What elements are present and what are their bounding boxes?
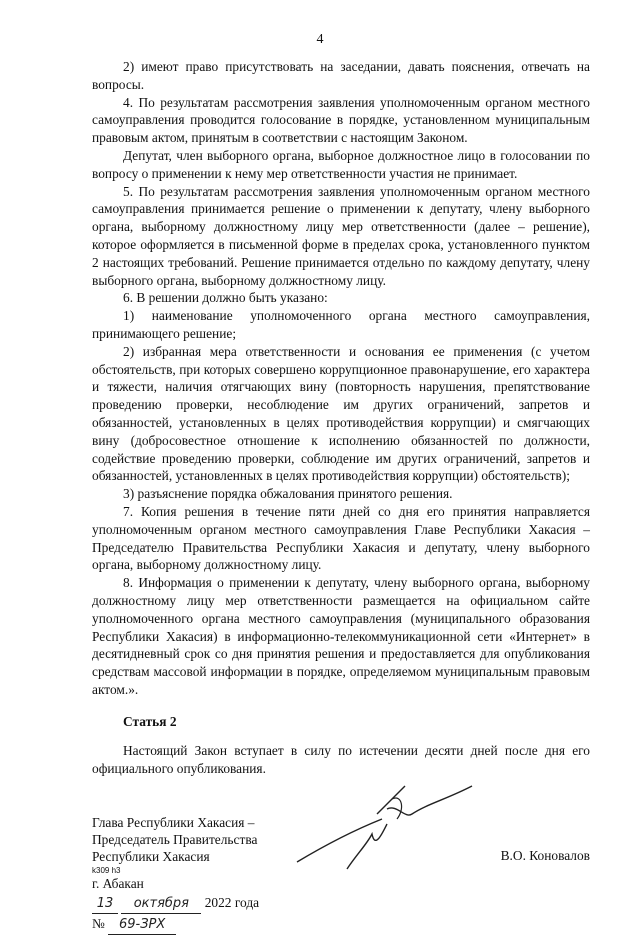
law-number: № 69-ЗРХ xyxy=(92,914,590,935)
city: г. Абакан xyxy=(92,876,144,892)
date-month: октября xyxy=(121,894,201,914)
handwritten-signature-icon xyxy=(287,774,477,874)
date-year: 2022 года xyxy=(204,895,260,911)
document-body xyxy=(92,58,590,935)
paragraph: 8. Информация о применении к депутату, члену выборного органа, выборному должностному лицу мер ответственности размещается на официальном сайте уполномоченного органа местного самоуправления (муниципального образования Республики Хакасия) в информационно-телекоммуникационной сети «Интернет» в десятидневный срок со дня принятия решения и предоставляется для опубликования средствам массовой информации в порядке, определяемом муниципальным правовым актом.». xyxy=(92,575,590,697)
paragraph: 5. По результатам рассмотрения заявления уполномоченным органом местного самоуправления принимается решение о применении к депутату, члену выборного органа, выборному должностному лицу мер ответственности (далее – решение), которое оформляется в письменной форме в пределах срока, установленного пунктом 2 настоящих требований. Решение принимается отдельно по каждому депутату, члену выборного органа, выборному должностному лицу. xyxy=(92,183,590,288)
date-day: 13 xyxy=(92,894,118,914)
paragraph: 7. Копия решения в течение пяти дней со дня его принятия направляется уполномоченным органом местного самоуправления Главе Республики Хакасия – Председателю Правительства Республики Хакасия и депутату, члену выборного органа, выборному должностному лицу. xyxy=(92,503,590,573)
article-text: Настоящий Закон вступает в силу по истечении десяти дней после дня его официального опубликования. xyxy=(92,743,590,777)
article-title: Статья 2 xyxy=(123,713,177,729)
date-line xyxy=(92,893,590,914)
place-date-block xyxy=(92,874,590,935)
signatory-name: В.О. Коновалов xyxy=(500,848,590,864)
signature-block xyxy=(92,814,590,864)
paragraph: Депутат, член выборного органа, выборное должностное лицо в голосовании по вопросу о применении к нему мер ответственности участия не принимает. xyxy=(92,147,590,181)
law-number-value: 69-ЗРХ xyxy=(108,915,176,935)
footer-code: k309 h3 xyxy=(92,866,121,875)
signatory-position: Глава Республики Хакасия – Председатель Правительства Республики Хакасия xyxy=(92,815,258,865)
paragraph: 2) избранная мера ответственности и основания ее применения (с учетом обстоятельств, при которых совершено коррупционное правонарушение, его характера и тяжести, наличия отягчающих вину (повторность нарушения, препятствование проведению проверки, несоблюдение им других ограничений, запретов и обязанностей, установленных в целях противодействия коррупции) и смягчающих вину (добросовестное отношение к исполнению обязанностей по должности, содействие проведению проверки, соблюдение им других ограничений, запретов и обязанностей, установленных в целях противодействия коррупции) обстоятельств); xyxy=(92,343,590,484)
paragraph: 3) разъяснение порядка обжалования принятого решения. xyxy=(123,486,453,502)
paragraph: 1) наименование уполномоченного органа местного самоуправления, принимающего решение; xyxy=(92,308,590,341)
paragraph: 6. В решении должно быть указано: xyxy=(123,290,328,306)
paragraph: 4. По результатам рассмотрения заявления уполномоченным органом местного самоуправления проводится голосование в порядке, установленном муниципальным правовым актом, принятым в соответствии с настоящим Законом. xyxy=(92,94,590,146)
page-number: 4 xyxy=(316,32,324,47)
paragraph: 2) имеют право присутствовать на заседании, давать пояснения, отвечать на вопросы. xyxy=(92,59,590,92)
